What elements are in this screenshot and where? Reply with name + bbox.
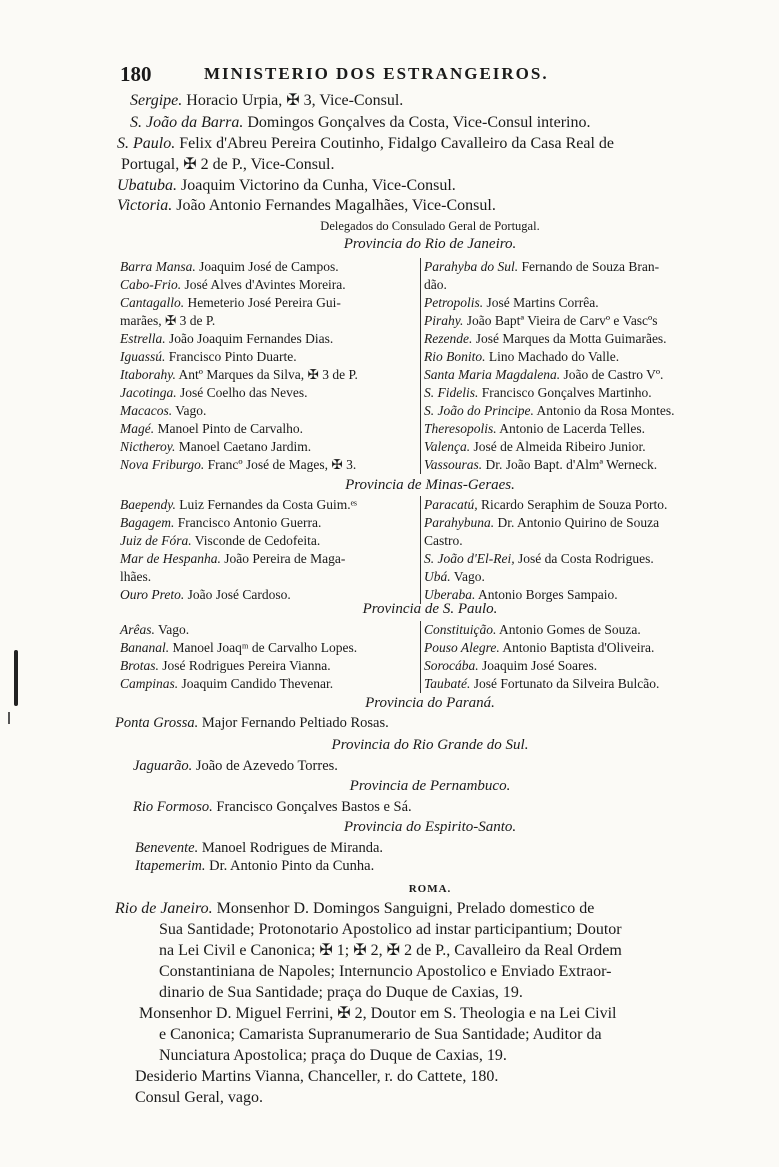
delegate-entry	[424, 348, 742, 366]
delegate-entry	[424, 402, 742, 420]
place-name: Theresopolis.	[424, 421, 497, 436]
delegate-entry	[424, 330, 742, 348]
vice-consul-entry	[130, 91, 403, 110]
sp-right-column	[420, 621, 742, 693]
delegate-entry	[120, 514, 420, 532]
delegate-entry	[120, 258, 420, 276]
entry-text: na Lei Civil e Canonica; ✠ 1; ✠ 2, ✠ 2 de P., Cavalleiro da Real Ordem	[159, 942, 622, 959]
delegate-entry	[120, 568, 420, 586]
delegate-entry	[120, 657, 420, 675]
place-name: Rezende.	[424, 331, 473, 346]
entry-text: Horacio Urpia, ✠ 3, Vice-Consul.	[182, 92, 404, 109]
entry-text: Manoel Pinto de Carvalho.	[154, 421, 303, 436]
delegate-entry	[120, 384, 420, 402]
delegate-entry	[120, 532, 420, 550]
place-name: S. João do Principe.	[424, 403, 534, 418]
margin-ink-mark	[14, 650, 18, 706]
place-name: S. João da Barra.	[130, 114, 244, 131]
place-name: Magé.	[120, 421, 155, 436]
entry-text: Manoel Rodrigues de Miranda.	[198, 840, 384, 856]
entry-text: marães, ✠ 3 de P.	[120, 313, 216, 328]
place-name: Baependy.	[120, 497, 176, 512]
province-heading-parana: Provincia do Paraná.	[365, 695, 495, 711]
es-entry	[135, 857, 374, 876]
place-name: Nova Friburgo.	[120, 457, 205, 472]
entry-text: João José Cardoso.	[184, 587, 291, 602]
place-name: Vassouras.	[424, 457, 483, 472]
entry-text: Francisco Antonio Guerra.	[174, 515, 322, 530]
entry-text: dão.	[424, 277, 447, 292]
delegate-entry	[120, 276, 420, 294]
rio-right-column	[420, 258, 742, 474]
rio-left-column	[120, 258, 420, 474]
parana-entry: Ponta Grossa. Major Fernando Peltiado Rosas.	[115, 715, 389, 731]
delegate-entry	[424, 312, 742, 330]
delegate-entry	[424, 532, 742, 550]
place-name: Sergipe.	[130, 92, 183, 109]
vice-consul-entry	[130, 113, 590, 132]
entry-text: Joaquim José de Campos.	[195, 259, 339, 274]
entry-text: Visconde de Cedofeita.	[191, 533, 321, 548]
place-name: Jacotinga.	[120, 385, 177, 400]
entry-text: Dr. Antonio Quirino de Souza	[494, 515, 660, 530]
entry-text: Manoel Joaqᵐ de Carvalho Lopes.	[169, 640, 358, 655]
place-name: Nictheroy.	[120, 439, 176, 454]
entry-text: Antonio Borges Sampaio.	[475, 587, 618, 602]
delegate-entry	[120, 496, 420, 514]
delegate-entry	[424, 384, 742, 402]
entry-text: Vago.	[172, 403, 207, 418]
entry-text: Constantiniana de Napoles; Internuncio Apostolico e Enviado Extraor-	[159, 963, 612, 980]
entry-text: José da Costa Rodrigues.	[514, 551, 654, 566]
entry-text: Felix d'Abreu Pereira Coutinho, Fidalgo Cavalleiro da Casa Real de	[175, 135, 614, 152]
place-name: Victoria.	[117, 197, 173, 214]
entry-text: José Coelho das Neves.	[176, 385, 308, 400]
delegate-entry	[424, 550, 742, 568]
province-heading-rio: Provincia do Rio de Janeiro.	[343, 236, 517, 252]
place-name: Estrella.	[120, 331, 166, 346]
entry-text: Ricardo Seraphim de Souza Porto.	[477, 497, 668, 512]
place-name: Cabo-Frio.	[120, 277, 182, 292]
province-heading-pe: Provincia de Pernambuco.	[349, 778, 511, 794]
entry-text: Antonio de Lacerda Telles.	[496, 421, 646, 436]
delegate-entry	[424, 420, 742, 438]
place-name: Petropolis.	[424, 295, 484, 310]
place-name: Ubatuba.	[117, 177, 177, 194]
entry-text: Joaquim Candido Thevenar.	[178, 676, 334, 691]
place-name: Uberaba.	[424, 587, 476, 602]
entry-text: José Fortunato da Silveira Bulcão.	[470, 676, 660, 691]
entry-text: José Martins Corrêa.	[483, 295, 599, 310]
province-heading-rgs: Provincia do Rio Grande do Sul.	[331, 737, 529, 753]
es-entry	[135, 839, 383, 858]
delegate-entry	[424, 366, 742, 384]
entry-text: Luiz Fernandes da Costa Guim.ᵉˢ	[175, 497, 357, 512]
minas-right-column	[420, 496, 742, 604]
entry-text: Vago.	[450, 569, 485, 584]
page-header	[120, 62, 740, 86]
entry-text: Portugal, ✠ 2 de P., Vice-Consul.	[121, 156, 335, 173]
entry-text: Lino Machado do Valle.	[485, 349, 620, 364]
delegate-entry	[120, 294, 420, 312]
delegados-heading: Delegados do Consulado Geral de Portugal.	[320, 219, 540, 233]
entry-text: José Alves d'Avintes Moreira.	[181, 277, 346, 292]
rome-line	[115, 1087, 745, 1108]
entry-text: Joaquim Victorino da Cunha, Vice-Consul.	[177, 177, 456, 194]
delegate-entry	[424, 276, 742, 294]
rome-line	[115, 1024, 745, 1045]
entry-text: Hemeterio José Pereira Gui-	[184, 295, 341, 310]
delegate-entry	[120, 420, 420, 438]
entry-text: Dr. Antonio Pinto da Cunha.	[205, 858, 375, 874]
rome-line	[115, 898, 745, 919]
sp-left-column	[120, 621, 420, 693]
place-name: Juiz de Fóra.	[120, 533, 192, 548]
entry-text: Antº Marques da Silva, ✠ 3 de P.	[175, 367, 358, 382]
place-name: S. João d'El-Rei,	[424, 551, 515, 566]
place-name: Mar de Hespanha.	[120, 551, 221, 566]
margin-ink-mark-small	[8, 712, 20, 724]
entry-text: Nunciatura Apostolica; praça do Duque de Caxias, 19.	[159, 1047, 507, 1064]
delegate-entry	[424, 657, 742, 675]
entry-text: Francisco Pinto Duarte.	[165, 349, 297, 364]
delegate-entry	[424, 294, 742, 312]
place-name: Paracatú,	[424, 497, 478, 512]
place-name: Campinas.	[120, 676, 179, 691]
place-name: Parahyba do Sul.	[424, 259, 519, 274]
rome-line	[115, 982, 745, 1003]
place-name: Arêas.	[120, 622, 155, 637]
place-name: Pirahy.	[424, 313, 464, 328]
place-name: Constituição.	[424, 622, 497, 637]
entry-text: Vago.	[154, 622, 190, 637]
entry-text: Manoel Caetano Jardim.	[175, 439, 312, 454]
running-title: MINISTERIO DOS ESTRANGEIROS.	[204, 64, 549, 83]
delegate-entry	[120, 550, 420, 568]
entry-text: José de Almeida Ribeiro Junior.	[470, 439, 646, 454]
delegate-entry	[120, 348, 420, 366]
delegate-entry	[120, 402, 420, 420]
delegate-entry	[120, 675, 420, 693]
entry-text: Castro.	[424, 533, 463, 548]
place-name: Macacos.	[120, 403, 173, 418]
rome-line	[115, 961, 745, 982]
place-name: Ubá.	[424, 569, 451, 584]
entry-text: Monsenhor D. Domingos Sanguigni, Prelado domestico de	[212, 900, 595, 917]
entry-text: lhães.	[120, 569, 152, 584]
place-name: Cantagallo.	[120, 295, 185, 310]
delegate-entry	[120, 312, 420, 330]
vice-consul-entry	[121, 155, 334, 174]
entry-text: João de Castro Vº.	[560, 367, 664, 382]
place-name: Benevente.	[135, 840, 199, 856]
delegate-entry	[424, 514, 742, 532]
province-heading-minas: Provincia de Minas-Geraes.	[345, 477, 515, 493]
place-name: Rio de Janeiro.	[115, 900, 213, 917]
province-heading-sp: Provincia de S. Paulo.	[362, 601, 498, 617]
place-name: S. Paulo.	[117, 135, 176, 152]
entry-text: João Joaquim Fernandes Dias.	[165, 331, 334, 346]
minas-left-column	[120, 496, 420, 604]
entry-text: Antonio Gomes de Souza.	[496, 622, 641, 637]
page-number: 180	[120, 62, 152, 86]
entry-text: dinario de Sua Santidade; praça do Duque de Caxias, 19.	[159, 984, 523, 1001]
entry-text: Joaquim José Soares.	[478, 658, 598, 673]
place-name: Santa Maria Magdalena.	[424, 367, 561, 382]
entry-text: Francº José de Mages, ✠ 3.	[204, 457, 357, 472]
place-name: Pouso Alegre.	[424, 640, 500, 655]
delegate-entry	[424, 568, 742, 586]
place-name: Parahybuna.	[424, 515, 495, 530]
place-name: Brotas.	[120, 658, 159, 673]
rome-line	[115, 1003, 745, 1024]
entry-text: Monsenhor D. Miguel Ferrini, ✠ 2, Doutor em S. Theologia e na Lei Civil	[139, 1005, 617, 1022]
place-name: Valença.	[424, 439, 471, 454]
entry-text: Fernando de Souza Bran-	[518, 259, 660, 274]
delegate-entry	[424, 456, 742, 474]
pe-entry: Rio Formoso. Francisco Gonçalves Bastos e Sá.	[133, 799, 412, 815]
delegate-entry	[120, 438, 420, 456]
place-name: Sorocába.	[424, 658, 479, 673]
entry-text: e Canonica; Camarista Supranumerario de Sua Santidade; Auditor da	[159, 1026, 602, 1043]
entry-text: Antonio da Rosa Montes.	[533, 403, 675, 418]
place-name: Rio Bonito.	[424, 349, 486, 364]
delegate-entry	[424, 639, 742, 657]
entry-text: Francisco Gonçalves Martinho.	[478, 385, 652, 400]
place-name: Taubaté.	[424, 676, 471, 691]
place-name: S. Fidelis.	[424, 385, 479, 400]
delegate-entry	[120, 330, 420, 348]
delegate-entry	[424, 438, 742, 456]
delegate-entry	[424, 258, 742, 276]
delegate-entry	[120, 366, 420, 384]
place-name: Iguassú.	[120, 349, 166, 364]
province-heading-es: Provincia do Espirito-Santo.	[343, 819, 517, 835]
vice-consul-entry	[117, 196, 496, 215]
vice-consul-entry	[117, 134, 614, 153]
delegate-entry	[120, 456, 420, 474]
entry-text: José Marques da Motta Guimarães.	[472, 331, 667, 346]
delegate-entry	[424, 496, 742, 514]
entry-text: Sua Santidade; Protonotario Apostolico ad instar participantium; Doutor	[159, 921, 622, 938]
rome-line	[115, 1045, 745, 1066]
delegate-entry	[120, 621, 420, 639]
rome-line	[115, 940, 745, 961]
entry-text: Consul Geral, vago.	[135, 1089, 263, 1106]
rome-line	[115, 919, 745, 940]
delegate-entry	[424, 675, 742, 693]
entry-text: Desiderio Martins Vianna, Chanceller, r. do Cattete, 180.	[135, 1068, 499, 1085]
rome-line	[115, 1066, 745, 1087]
place-name: Itapemerim.	[135, 858, 206, 874]
entry-text: João Antonio Fernandes Magalhães, Vice-Consul.	[172, 197, 496, 214]
entry-text: Dr. João Bapt. d'Almª Werneck.	[482, 457, 658, 472]
vice-consul-entry	[117, 176, 456, 195]
entry-text: Antonio Baptista d'Oliveira.	[499, 640, 655, 655]
rome-heading: ROMA.	[408, 883, 452, 895]
delegate-entry	[120, 639, 420, 657]
delegate-entry	[424, 621, 742, 639]
entry-text: João Baptª Vieira de Carvº e Vascºs	[463, 313, 658, 328]
rome-section	[115, 898, 745, 1108]
place-name: Itaborahy.	[120, 367, 176, 382]
entry-text: João Pereira de Maga-	[220, 551, 346, 566]
place-name: Bagagem.	[120, 515, 175, 530]
place-name: Barra Mansa.	[120, 259, 196, 274]
entry-text: Domingos Gonçalves da Costa, Vice-Consul interino.	[243, 114, 591, 131]
rgs-entry: Jaguarão. João de Azevedo Torres.	[133, 758, 338, 774]
place-name: Bananal.	[120, 640, 170, 655]
place-name: Ouro Preto.	[120, 587, 185, 602]
entry-text: José Rodrigues Pereira Vianna.	[158, 658, 331, 673]
